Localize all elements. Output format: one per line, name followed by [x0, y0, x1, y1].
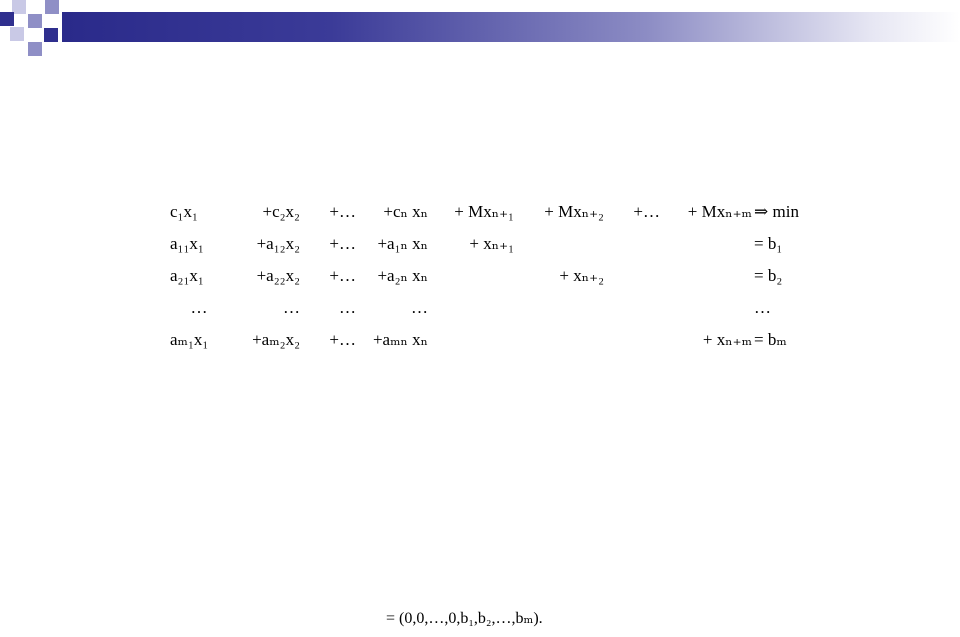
objective-row	[170, 196, 814, 228]
deco-square	[0, 12, 14, 26]
basis-vector-formula: = (0,0,…,0,b₁,b₂,…,bₘ).	[386, 610, 543, 627]
term: +…	[329, 330, 356, 349]
term: +c₂x₂	[262, 202, 300, 221]
term: a₁₁x₁	[170, 234, 204, 253]
rhs: …	[754, 298, 771, 317]
header-gradient-bar	[62, 12, 960, 42]
term: aₘ₁x₁	[170, 330, 209, 349]
term: +…	[329, 202, 356, 221]
term: …	[339, 298, 356, 317]
term	[608, 324, 666, 356]
term: a₂₁x₁	[170, 266, 204, 285]
term	[436, 324, 518, 356]
term	[608, 260, 666, 292]
term	[666, 292, 754, 324]
term: + Mxₙ₊ₘ	[687, 202, 752, 221]
deco-square	[28, 42, 42, 56]
term: +a₁₂x₂	[256, 234, 300, 253]
term: +a₂ₙ xₙ	[377, 266, 428, 285]
deco-square	[44, 28, 58, 42]
term	[518, 324, 608, 356]
deco-square	[45, 0, 59, 14]
term: +aₘ₂x₂	[252, 330, 300, 349]
constraint-row	[170, 324, 814, 356]
term: + Mxₙ₊₁	[454, 202, 514, 221]
term: + Mxₙ₊₂	[544, 202, 604, 221]
term	[608, 292, 666, 324]
term: +…	[329, 266, 356, 285]
constraint-row	[170, 228, 814, 260]
term	[518, 292, 608, 324]
term: +cₙ xₙ	[383, 202, 428, 221]
term: c₁x₁	[170, 202, 198, 221]
term	[436, 292, 518, 324]
term	[666, 260, 754, 292]
deco-square	[12, 0, 26, 14]
term: + xₙ₊₁	[469, 234, 514, 253]
term: + xₙ₊₂	[559, 266, 604, 285]
term: +a₂₂x₂	[256, 266, 300, 285]
term: …	[411, 298, 428, 317]
term	[608, 228, 666, 260]
deco-square	[28, 14, 42, 28]
term	[666, 228, 754, 260]
rhs: = bₘ	[754, 330, 787, 349]
linear-program-system	[170, 196, 814, 356]
term: +…	[329, 234, 356, 253]
term: …	[190, 298, 208, 317]
term	[518, 228, 608, 260]
constraint-row	[170, 260, 814, 292]
term	[436, 260, 518, 292]
term: + xₙ₊ₘ	[702, 330, 752, 349]
rhs: ⇒ min	[754, 202, 799, 221]
term: …	[283, 298, 300, 317]
ellipsis-row	[170, 292, 814, 324]
rhs: = b₁	[754, 234, 783, 253]
term: +…	[633, 202, 660, 221]
term: +aₘₙ xₙ	[372, 330, 428, 349]
deco-square	[10, 27, 24, 41]
term: +a₁ₙ xₙ	[377, 234, 428, 253]
rhs: = b₂	[754, 266, 783, 285]
